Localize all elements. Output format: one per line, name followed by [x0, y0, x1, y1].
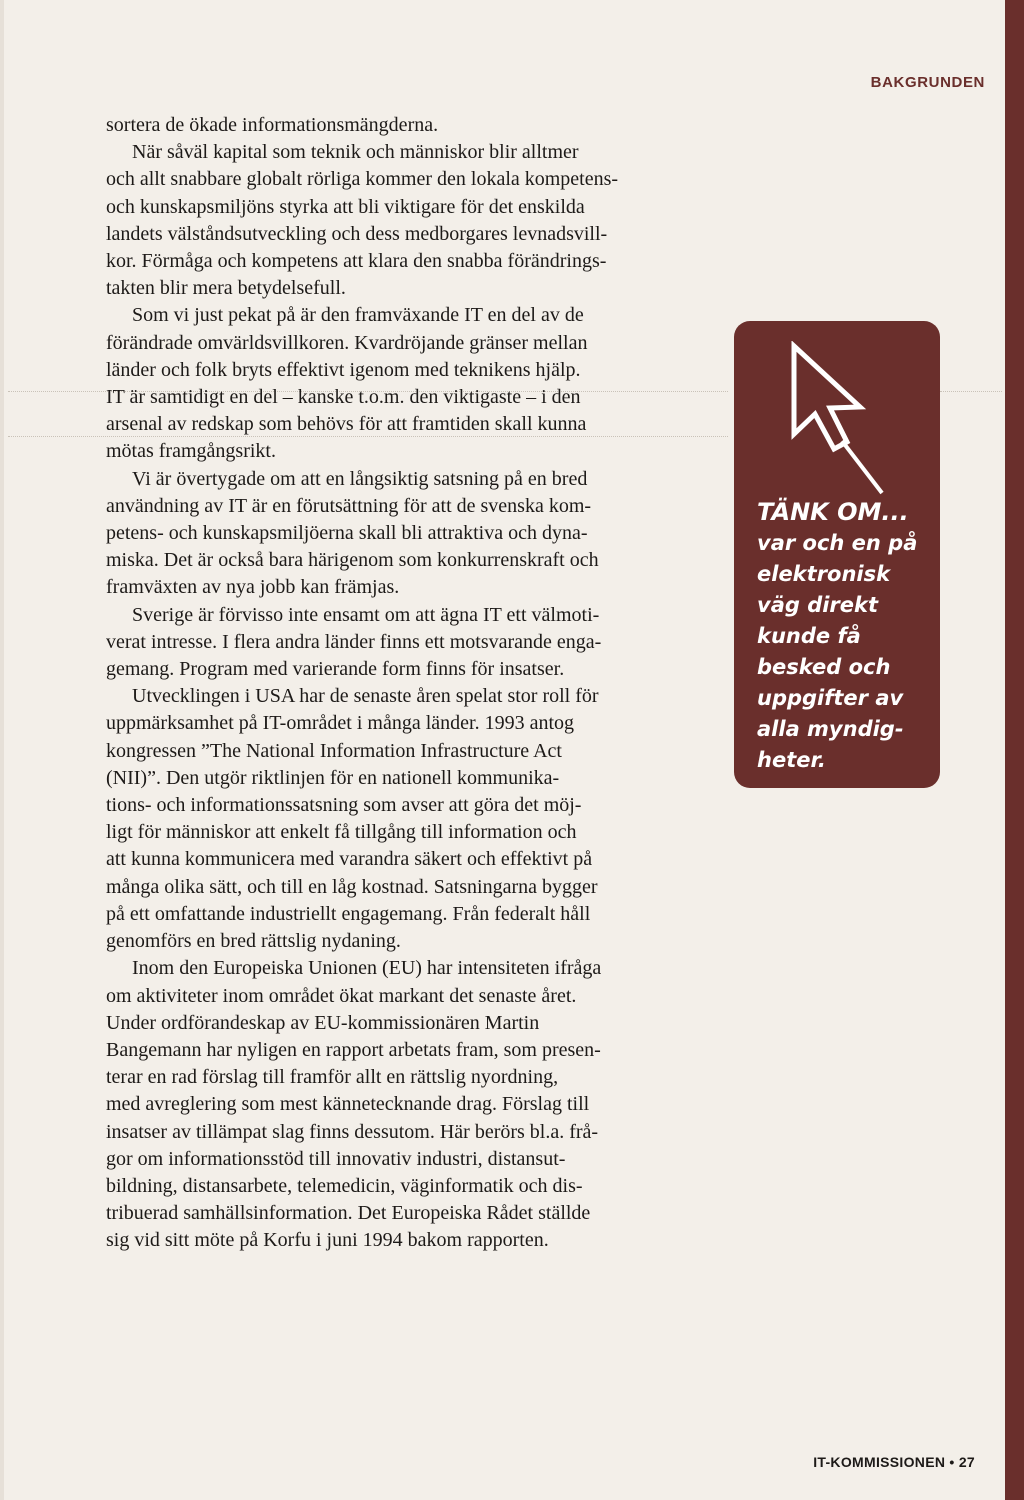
body-line: miska. Det är också bara härigenom som konkurrenskraft och: [106, 549, 599, 572]
body-line: användning av IT är en förutsättning för att de svenska kom-: [106, 494, 592, 517]
body-line: landets välståndsutveckling och dess medborgares levnadsvill-: [106, 222, 608, 245]
body-line: Som vi just pekat på är den framväxande IT en del av de: [132, 304, 584, 327]
body-line: terar en rad förslag till framför allt en rättslig nyordning,: [106, 1066, 559, 1089]
body-line: med avreglering som mest kännetecknande drag. Förslag till: [106, 1093, 590, 1116]
body-line: Inom den Europeiska Unionen (EU) har intensiteten ifråga: [132, 957, 602, 980]
body-line: sig vid sitt möte på Korfu i juni 1994 bakom rapporten.: [106, 1229, 549, 1252]
body-line: och kunskapsmiljöns styrka att bli viktigare för det enskilda: [106, 195, 585, 218]
body-line: uppmärksamhet på IT-området i många länder. 1993 antog: [106, 712, 575, 735]
callout-heading: TÄNK OM...: [757, 498, 909, 526]
callout-line: var och en på: [757, 531, 918, 555]
callout-line: alla myndig-: [757, 717, 904, 741]
body-line: genomförs en bred rättslig nydaning.: [106, 930, 401, 953]
body-line: förändrade omvärldsvillkoren. Kvardröjande gränser mellan: [106, 331, 588, 354]
body-line: länder och folk bryts effektivt igenom med teknikens hjälp.: [106, 358, 581, 381]
body-line: att kunna kommunicera med varandra säkert och effektivt på: [106, 848, 593, 871]
section-heading: BAKGRUNDEN: [870, 74, 985, 91]
body-line: tions- och informationssatsning som avser att göra det möj-: [106, 794, 582, 817]
callout-line: besked och: [757, 655, 891, 679]
body-line: Utvecklingen i USA har de senaste åren spelat stor roll för: [132, 685, 599, 708]
body-line: kongressen ”The National Information Infrastructure Act: [106, 739, 562, 762]
body-line: takten blir mera betydelsefull.: [106, 277, 346, 300]
body-line: och allt snabbare globalt rörliga kommer den lokala kompetens-: [106, 168, 619, 191]
body-line: kor. Förmåga och kompetens att klara den snabba förändrings-: [106, 250, 607, 273]
callout-line: heter.: [757, 748, 826, 772]
body-line: framväxten av nya jobb kan främjas.: [106, 576, 400, 599]
body-line: på ett omfattande industriellt engagemang. Från federalt håll: [106, 902, 591, 925]
right-color-band: [1005, 0, 1024, 1500]
callout-line: uppgifter av: [757, 686, 904, 710]
body-line: mötas framgångsrikt.: [106, 440, 276, 463]
body-line: sortera de ökade informationsmängderna.: [106, 114, 439, 136]
body-line: om aktiviteter inom området ökat markant det senaste året.: [106, 984, 577, 1007]
page-footer: IT-KOMMISSIONEN • 27: [813, 1454, 975, 1470]
page-left-edge: [0, 0, 4, 1500]
body-line: IT är samtidigt en del – kanske t.o.m. den viktigaste – i den: [106, 386, 581, 409]
callout-text: [757, 497, 937, 776]
body-line: bildning, distansarbete, telemedicin, väginformatik och dis-: [106, 1174, 583, 1197]
callout-line: elektronisk: [757, 562, 891, 586]
body-line: Vi är övertygade om att en långsiktig satsning på en bred: [132, 467, 588, 490]
body-line: ligt för människor att enkelt få tillgång till information och: [106, 821, 577, 844]
callout-line: kunde få: [757, 624, 861, 648]
body-line: många olika sätt, och till en låg kostnad. Satsningarna bygger: [106, 875, 598, 898]
dotted-divider: [940, 391, 1002, 392]
body-line: gemang. Program med varierande form finns för insatser.: [106, 658, 565, 681]
callout-line: väg direkt: [757, 593, 879, 617]
body-line: petens- och kunskapsmiljöerna skall bli attraktiva och dyna-: [106, 522, 588, 545]
body-line: När såväl kapital som teknik och människor blir alltmer: [132, 141, 579, 164]
callout-box: [734, 321, 940, 788]
body-line: arsenal av redskap som behövs för att framtiden skall kunna: [106, 413, 587, 436]
body-line: Bangemann har nyligen en rapport arbetats fram, som presen-: [106, 1038, 601, 1061]
body-line: insatser av tillämpat slag finns dessutom. Här berörs bl.a. frå-: [106, 1120, 599, 1143]
body-line: Sverige är förvisso inte ensamt om att ägna IT ett välmoti-: [132, 603, 600, 626]
body-line: tribuerad samhällsinformation. Det Europeiska Rådet ställde: [106, 1202, 591, 1225]
cursor-arrow-icon: [784, 341, 894, 501]
body-line: gor om informationsstöd till innovativ industri, distansut-: [106, 1147, 566, 1170]
body-text: [106, 112, 676, 1255]
body-line: (NII)”. Den utgör riktlinjen för en nationell kommunika-: [106, 766, 560, 789]
body-line: Under ordförandeskap av EU-kommissionären Martin: [106, 1011, 540, 1034]
body-line: verat intresse. I flera andra länder finns ett motsvarande enga-: [106, 630, 602, 653]
